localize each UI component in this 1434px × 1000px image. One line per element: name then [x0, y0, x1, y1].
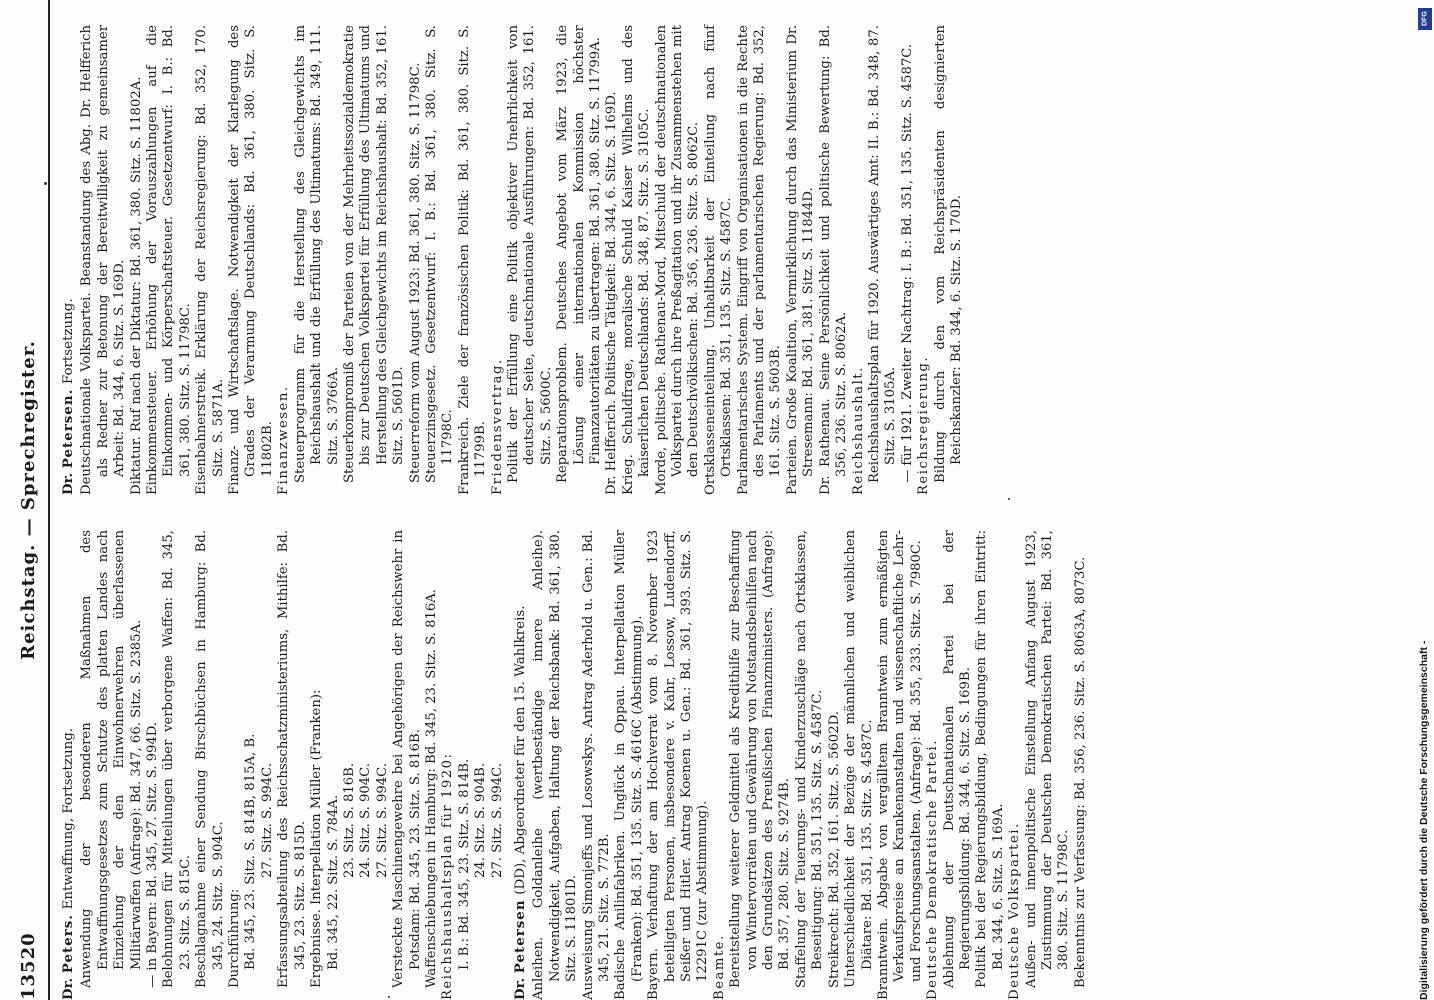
register-entry: Belohnungen für Mitteilungen über verborgene Waffen: Bd. 345, 23. Sitz. S. 815C. [161, 530, 193, 988]
register-entry: Dr. Rathenau. Seine Persönlichkeit und politische Bewertung: Bd. 356, 236. Sitz. S. 8062A. [817, 25, 850, 495]
digitization-credit: Digitalisierung gefördert durch die Deutsche Forschungsgemeinschaft - [1418, 640, 1430, 1000]
left-column [60, 530, 1089, 1000]
register-topic: Beamte. [711, 934, 727, 1000]
register-entry: Finanz- und Wirtschaftslage. Notwendigkeit der Klarlegung des Grades der Verarmung Deutschlands: Bd. 361, 380. Sitz. S. 11802B. [227, 25, 275, 495]
scan-speck [388, 996, 390, 998]
register-topic: Reichsregierung. [916, 355, 932, 495]
register-entry: Steuerkompromiß der Parteien von der Mehrheitssozialdemokratie bis zur Deutschen Volkspartei für Erfüllung des Ultimatums und Herstellung des Gleichgewichts im Reichshaushalt: Bd. 352, 161. Sitz. S. 5601D. [341, 25, 407, 483]
register-entry: Staffelung der Teuerungs- und Kinderzuschläge nach Ortsklassen, Beseitigung: Bd. 351, 135. Sitz. S. 4587C. [793, 530, 826, 988]
reference: Bd. 345, 22. Sitz. S. 784A. [325, 795, 341, 970]
running-title: Reichstag. — Sprechregister. [18, 340, 39, 660]
reference: 24. Sitz. S. 904C. [358, 763, 374, 878]
register-entry: Waffenschiebungen in Hamburg: Bd. 345, 23. Sitz. S. 816A. [423, 588, 439, 988]
register-entry: Ausweisung Simonjeffs und Losowskys. Antrag Aderhold u. Gen.: Bd. 345, 21. Sitz. S. 772B. [580, 530, 612, 1000]
reference: Bd. 345, 23. Sitz. S. 814B, 815A, B. [243, 733, 259, 970]
reference-list [326, 530, 392, 1000]
header-rule [48, 0, 50, 1000]
register-entry: Bekenntnis zur Verfassung: Bd. 356, 236. Sitz. S. 8063A, 8073C. [1072, 556, 1088, 988]
register-entry: Politik der Erfüllung eine Politik objektiver Unehrlichkeit von deutscher Seite, deutschnationale Ausführungen: Bd. 352, 161. Sitz. S. 5600C. [505, 25, 554, 483]
continuation-note: Entwaffnung, Fortsetzung. [61, 727, 76, 910]
register-entry: Reparationsproblem. Deutsches Angebot vom März 1923, die Lösung einer internationalen Kommission höchster Finanzautoritäten zu übertragen: Bd. 361, 380. Sitz. S. 11799A. [555, 25, 603, 483]
register-entry: Anleihen. Goldanleihe (wertbeständige innere Anleihe). Notwendigkeit, Aufgaben, Haltung der Reichsbank: Bd. 361, 380. Sitz. S. 11801D. [531, 530, 580, 1000]
register-entry: Bildung durch den vom Reichspräsidenten designierten Reichskanzler: Bd. 344, 6. Sitz. S. 170D. [932, 25, 964, 483]
scan-speck [44, 182, 47, 185]
register-entry: Parteien. Große Koalition, Vermirklichung durch das Ministerium Dr. Stresemann: Bd. 361, 381. Sitz. S. 11844D. [784, 25, 817, 495]
register-entry: Parlamentarisches System. Eingriff von Organisationen in die Rechte des Parlaments und der parlamentarischen Regierung: Bd. 352, 161. Sitz. S. 5603B. [735, 25, 784, 495]
register-entry: Badische Anilinfabriken. Unglück in Oppau. Interpellation Müller (Franken): Bd. 351, 135. Sitz. S. 4616C (Abstimmung). [613, 530, 645, 1000]
right-column [60, 25, 965, 495]
reference: 27. Sitz. S. 994C. [374, 763, 390, 878]
register-entry: Frankreich. Ziele der französischen Politik: Bd. 361, 380. Sitz. S. 11799B. [456, 25, 489, 495]
register-entry: Steuerzinsgesetz. Gesetzentwurf: I. B.: Bd. 361, 380. Sitz. S. 11798C. [423, 25, 456, 483]
speaker-heading-petersen-continued: Dr. Petersen. Fortsetzung. [60, 298, 76, 495]
continuation-note: Fortsetzung. [61, 298, 76, 385]
register-entry-label: Durchführung: [227, 888, 243, 988]
reference: 23. Sitz. S. 816B. [341, 762, 357, 878]
register-entry: Steuerreform vom August 1923: Bd. 361, 380. Sitz. S. 11798C. [407, 62, 423, 483]
scan-speck [1008, 498, 1010, 500]
register-entry: Deutschnationale Volkspartei. Beanstandung des Abg. Dr. Helfferich als Redner zur Betonung der Bereitwilligkeit zu gemeinsamer Arbeit: Bd. 344, 6. Sitz. S. 169D. [79, 25, 128, 495]
register-topic: Reichshaushalt. [850, 366, 866, 495]
reference: 27. Sitz. S. 994C. [489, 763, 505, 878]
register-entry: Branntwein. Abgabe von vergälltem Branntwein zum ermäßigten Verkaufspreise an Krankenanstalten und wissenschaftliche Lehr- und Forschungsanstalten. (Anfrage): Bd. 355, 233. Sitz. S. 7980C. [875, 530, 924, 1000]
register-entry: Ergebnisse. Interpellation Müller (Franken): [309, 689, 325, 988]
register-entry: Erfassungsabteilung des Reichsschatzministeriums, Mithilfe: Bd. 345, 23. Sitz. S. 815D. [276, 530, 308, 988]
register-entry: Bayern. Verhaftung der am Hochverrat vom 8. November 1923 beteiligten Personen, insbesondere v. Kahr, Lossow, Ludendorff, Seißer und Hitler. Antrag Koenen u. Gen.: Bd. 361, 393. Sitz. S. 12291C (zur Abstimmung). [646, 530, 711, 1000]
register-entry: Unterschiedlichkeit der Bezüge der männlichen und weiblichen Diätare: Bd. 351, 135. Sitz. S. 4587C. [843, 530, 875, 988]
reference: 27. Sitz. S. 994C. [259, 763, 275, 878]
register-entry: Anwendung der besonderen Maßnahmen des Entwaffnungsgesetzes zum Schutze des platten Landes nach Einziehung der den Einwohnerwehren überlassenen Militärwaffen (Anfrage): Bd. 347, 66. Sitz. S. 2385A. [79, 530, 144, 988]
register-entry: Streikrecht: Bd. 352, 161. Sitz. S. 5602D. [826, 711, 842, 988]
register-entry: Ortsklasseneinteilung. Unhaltbarkeit der Einteilung nach fünf Ortsklassen: Bd. 351, 135. Sitz. S. 4587C. [702, 25, 735, 495]
reference-list [457, 530, 506, 1000]
register-entry: Außen- und innenpolitische Einstellung Anfang August 1923, Zustimmung der Deutschen Demokratischen Partei: Bd. 361, 380. Sitz. S. 11798C. [1023, 530, 1072, 988]
register-entry: Morde, politische. Rathenau-Mord, Mitschuld der deutschnationalen Volkspartei durch ihre Preßagitation und ihr Zusammenstehen mit den Deutschvölkischen: Bd. 356, 236. Sitz. S. 8062C. [653, 25, 702, 495]
register-topic: Friedensvertrag. [489, 358, 505, 495]
register-entry: Ablehnung der Deutschnationalen Partei bei der Regierungsbildung: Bd. 344, 6. Sitz. S. 169B. [941, 530, 973, 988]
speaker-heading-petersen: Dr. Petersen (DD), Abgeordneter für den 15. Wahlkreis. [511, 605, 528, 1000]
register-entry: Dr. Helfferich. Politische Tätigkeit: Bd. 344, 6. Sitz. S. 169D. [604, 91, 620, 495]
register-entry: — für 1921. Zweiter Nachtrag: I. B.: Bd. 351, 135. Sitz. S. 4587C. [899, 43, 915, 483]
register-entry: Krieg. Schuldfrage, moralische Schuld Kaiser Wilhelms und des kaiserlichen Deutschlands: Bd. 348, 87. Sitz. S. 3105C. [620, 25, 653, 495]
page-header [0, 0, 60, 1000]
register-topic: Deutsche Volkspartei. [1007, 822, 1023, 1000]
dfg-logo: DFG [1418, 8, 1432, 30]
register-entry: Reichshaushaltsplan für 1920. Auswärtiges Amt: II. B.: Bd. 348, 87. Sitz. S. 3105A. [866, 25, 899, 483]
register-topic: Deutsche Demokratische Partei. [925, 739, 941, 1000]
register-entry: Eisenbahnerstreik. Erklärung der Reichsregierung: Bd. 352, 170. Sitz. S. 5871A. [194, 25, 226, 495]
register-entry: Diktatur. Ruf nach der Diktatur: Bd. 361, 380. Sitz. S. 11802A. [128, 76, 144, 495]
reference-list [243, 530, 276, 1000]
register-entry: Bereitstellung weiterer Geldmittel als Kredithilfe zur Beschaffung von Wintervorräten und Gewährung von Notstandsbeihilfen nach den Grundsätzen des Preußischen Finanzministers. (Anfrage): Bd. 357, 280. Sitz. S. 9274B. [728, 530, 793, 988]
reference: I. B.: Bd. 345, 23. Sitz. S. 814B. [456, 758, 472, 970]
speaker-affiliation: (DD), Abgeordneter für den 15. Wahlkreis. [512, 605, 528, 895]
page-number: 13520 [18, 932, 39, 1000]
register-topic: Reichshaushaltsplan für 1920: [440, 752, 456, 1000]
register-entry: Steuerprogramm für die Herstellung des Gleichgewichts im Reichshaushalt und die Erfüllung des Ultimatums: Bd. 349, 111. Sitz. S. 3766A. [292, 25, 341, 483]
register-entry: — in Bayern: Bd. 345, 27. Sitz. S. 994D. [145, 721, 161, 988]
register-entry: Einkommensteuer. Erhöhung der Vorauszahlungen auf die Einkommen- und Körperschaftsteuer. Gesetzentwurf: I. B.: Bd. 361, 380. Sitz. S. 11798C. [145, 25, 193, 495]
register-entry: Politik bei der Regierungsbildung, Bedingungen für ihren Eintritt: Bd. 344, 6. Sitz. S. 169A. [974, 530, 1006, 988]
register-entry: Beschlagnahme einer Sendung Birschbüchsen in Hamburg: Bd. 345, 24. Sitz. S. 904C. [194, 530, 226, 988]
reference: 24. Sitz. S. 904B. [473, 762, 489, 878]
register-entry: Versteckte Maschinengewehre bei Angehörigen der Reichswehr in Potsdam: Bd. 345, 23. Sitz. S. 816B. [391, 530, 423, 988]
speaker-heading-peters: Dr. Peters. Entwaffnung, Fortsetzung. [60, 727, 76, 1000]
register-topic: Finanzwesen. [276, 385, 292, 495]
